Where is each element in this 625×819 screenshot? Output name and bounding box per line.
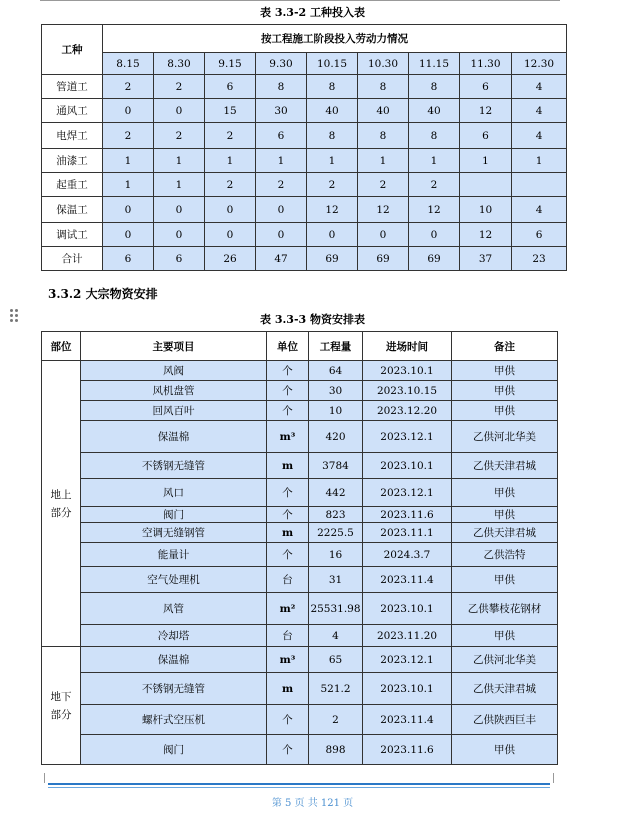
table1-cell: 6 [460,75,512,99]
table2-item: 回风百叶 [81,401,267,421]
table2-item: 冷却塔 [81,625,267,647]
table1-span-header: 按工程施工阶段投入劳动力情况 [103,25,567,53]
table2-qty: 30 [309,381,363,401]
table1-cell: 10 [460,197,512,223]
table2-item: 保温棉 [81,421,267,453]
table2-note: 乙供河北华美 [452,647,558,673]
table2-item: 风管 [81,593,267,625]
table2-qty: 25531.98 [309,593,363,625]
table2-item: 不锈钢无缝管 [81,453,267,479]
table2-unit: m³ [267,421,309,453]
table1-trade-name: 保温工 [42,197,103,223]
table1-corner-header: 工种 [42,25,103,75]
table2-date: 2023.11.20 [363,625,452,647]
table1-cell: 0 [154,197,205,223]
table2-note: 乙供天津君城 [452,673,558,705]
table2-date: 2023.12.1 [363,479,452,507]
table2-unit: 个 [267,401,309,421]
table2-note: 甲供 [452,507,558,523]
table1-cell: 0 [103,223,154,247]
table2-item: 保温棉 [81,647,267,673]
table1-cell: 1 [460,149,512,173]
table1-header-row [42,25,567,53]
table2-row [42,543,558,567]
table1-caption: 表 3.3-2 工种投入表 [259,6,365,19]
table2-item: 阀门 [81,507,267,523]
table1-cell: 6 [256,123,307,149]
table2-unit: m [267,523,309,543]
table1-cell: 2 [103,123,154,149]
table1-date-header: 8.15 [103,53,154,75]
table1-cell: 47 [256,247,307,271]
table2-date: 2023.11.6 [363,735,452,765]
table1-cell: 0 [358,223,409,247]
table2-unit: m² [267,593,309,625]
table1-cell: 69 [409,247,460,271]
table2-unit: m [267,453,309,479]
table2-unit: 台 [267,567,309,593]
table1-cell: 1 [409,149,460,173]
table1-cell: 12 [460,223,512,247]
table1-cell: 4 [512,197,567,223]
table2-qty: 4 [309,625,363,647]
table1-row [42,223,567,247]
table2-item: 不锈钢无缝管 [81,673,267,705]
table1-cell: 1 [154,173,205,197]
crop-mark-right [553,773,568,783]
table1-cell: 1 [358,149,409,173]
table1-cell: 6 [460,123,512,149]
table2-header-cell: 进场时间 [363,332,452,361]
table2-item: 风口 [81,479,267,507]
table1-cell: 2 [154,75,205,99]
table1-cell: 2 [409,173,460,197]
table2-unit: m [267,673,309,705]
table1-cell: 0 [205,223,256,247]
table1-cell: 6 [512,223,567,247]
table2-date: 2023.12.20 [363,401,452,421]
table1-cell: 30 [256,99,307,123]
table1-cell: 0 [409,223,460,247]
table2-qty: 31 [309,567,363,593]
table2-header-cell: 单位 [267,332,309,361]
table1-cell: 4 [512,99,567,123]
table1-cell: 40 [307,99,358,123]
table2-note: 甲供 [452,401,558,421]
table2-item: 螺杆式空压机 [81,705,267,735]
table1-row [42,149,567,173]
table2-note: 甲供 [452,479,558,507]
table2-header-cell: 工程量 [309,332,363,361]
table2-location: 地上部分 [42,361,81,647]
table1-cell: 69 [358,247,409,271]
table2-date: 2023.10.1 [363,673,452,705]
table1-cell: 1 [307,149,358,173]
table2-location: 地下部分 [42,647,81,765]
table2-unit: 个 [267,543,309,567]
table2-row [42,567,558,593]
table1-date-header: 9.30 [256,53,307,75]
table2-item: 阀门 [81,735,267,765]
table2-unit: 个 [267,507,309,523]
table2-qty: 420 [309,421,363,453]
table2-qty: 898 [309,735,363,765]
table2-row [42,735,558,765]
table2-date: 2023.10.15 [363,381,452,401]
table1-cell: 1 [154,149,205,173]
page-top-rule [40,0,560,1]
table1-cell: 2 [256,173,307,197]
table1-trade-name: 电焊工 [42,123,103,149]
table1-cell: 69 [307,247,358,271]
table1-trade-name: 管道工 [42,75,103,99]
table1-cell: 8 [409,123,460,149]
table2-row [42,479,558,507]
table1-trade-name: 合计 [42,247,103,271]
table2-note: 乙供浩特 [452,543,558,567]
table1-cell: 8 [358,123,409,149]
table1-cell: 37 [460,247,512,271]
table1-cell: 26 [205,247,256,271]
table1-cell: 12 [307,197,358,223]
table1-cell: 0 [307,223,358,247]
table2-row [42,421,558,453]
crop-mark-left [30,773,45,783]
table2-date: 2024.3.7 [363,543,452,567]
table2-note: 甲供 [452,381,558,401]
table2-date: 2023.10.1 [363,593,452,625]
table2-qty: 16 [309,543,363,567]
table1-cell: 8 [307,75,358,99]
page-number: 第 5 页 共 121 页 [271,798,354,809]
table1-trade-name: 通风工 [42,99,103,123]
table1-cell: 1 [512,149,567,173]
table1-cell: 15 [205,99,256,123]
table1-date-row [42,53,567,75]
table1-cell: 0 [256,197,307,223]
table1-date-header: 12.30 [512,53,567,75]
table2-unit: 个 [267,361,309,381]
table1-cell: 0 [205,197,256,223]
table2-date: 2023.10.1 [363,361,452,381]
table2-item: 空气处理机 [81,567,267,593]
table2-unit: 个 [267,479,309,507]
table1-cell: 4 [512,123,567,149]
table2-row [42,381,558,401]
table2-note: 乙供天津君城 [452,523,558,543]
table2-date: 2023.12.1 [363,647,452,673]
table1-cell: 2 [358,173,409,197]
table1-cell: 8 [256,75,307,99]
table1-cell [460,173,512,197]
table2-item: 能量计 [81,543,267,567]
table1-row [42,197,567,223]
table1-cell: 8 [307,123,358,149]
table2-qty: 2225.5 [309,523,363,543]
footer-rule [48,783,550,785]
table2-row [42,625,558,647]
table2-qty: 442 [309,479,363,507]
table1-cell: 0 [154,223,205,247]
table1-trade-name: 调试工 [42,223,103,247]
table2-header-row [42,332,558,361]
table2-note: 甲供 [452,735,558,765]
table2-item: 空调无缝钢管 [81,523,267,543]
table2-unit: m³ [267,647,309,673]
table1-cell: 1 [256,149,307,173]
table2-header-cell: 部位 [42,332,81,361]
table1-cell: 2 [205,123,256,149]
table1-cell: 1 [103,173,154,197]
table2-row [42,453,558,479]
labor-table [41,24,567,271]
table2-note: 乙供攀枝花钢材 [452,593,558,625]
table2-date: 2023.11.6 [363,507,452,523]
table1-row [42,123,567,149]
table1-date-header: 10.15 [307,53,358,75]
table2-row [42,361,558,381]
table2-date: 2023.10.1 [363,453,452,479]
table2-item: 风阀 [81,361,267,381]
table2-caption: 表 3.3-3 物资安排表 [259,313,365,326]
table1-date-header: 9.15 [205,53,256,75]
table1-cell [512,173,567,197]
table2-row [42,507,558,523]
table1-cell: 1 [103,149,154,173]
table2-unit: 台 [267,625,309,647]
table1-cell: 4 [512,75,567,99]
materials-table [41,331,558,765]
table1-row [42,173,567,197]
table1-date-header: 11.15 [409,53,460,75]
table1-row [42,75,567,99]
table1-date-header: 11.30 [460,53,512,75]
table2-row [42,401,558,421]
section-heading: 3.3.2 大宗物资安排 [48,287,158,301]
table2-unit: 个 [267,381,309,401]
table1-date-header: 10.30 [358,53,409,75]
table2-qty: 65 [309,647,363,673]
table2-row [42,673,558,705]
table1-cell: 12 [409,197,460,223]
table1-cell: 2 [205,173,256,197]
table2-date: 2023.12.1 [363,421,452,453]
table1-cell: 0 [103,99,154,123]
table2-row [42,523,558,543]
table2-header-cell: 备注 [452,332,558,361]
table2-qty: 10 [309,401,363,421]
table1-cell: 12 [358,197,409,223]
table2-unit: 个 [267,705,309,735]
table2-note: 乙供天津君城 [452,453,558,479]
table2-qty: 64 [309,361,363,381]
table2-qty: 521.2 [309,673,363,705]
table1-cell: 8 [409,75,460,99]
table1-cell: 23 [512,247,567,271]
table1-cell: 40 [409,99,460,123]
table2-qty: 3784 [309,453,363,479]
table2-note: 乙供河北华美 [452,421,558,453]
table2-note: 甲供 [452,361,558,381]
table1-cell: 12 [460,99,512,123]
table1-cell: 6 [205,75,256,99]
table1-date-header: 8.30 [154,53,205,75]
table1-cell: 2 [154,123,205,149]
table2-row [42,705,558,735]
table2-qty: 2 [309,705,363,735]
table1-cell: 0 [154,99,205,123]
table1-row [42,247,567,271]
table2-row [42,647,558,673]
table1-cell: 2 [307,173,358,197]
table1-cell: 6 [154,247,205,271]
table1-cell: 1 [205,149,256,173]
table2-header-cell: 主要项目 [81,332,267,361]
table1-row [42,99,567,123]
footer-rule-thin [48,787,550,788]
table1-cell: 8 [358,75,409,99]
table1-trade-name: 起重工 [42,173,103,197]
table2-qty: 823 [309,507,363,523]
table2-date: 2023.11.4 [363,567,452,593]
table1-cell: 2 [103,75,154,99]
table1-trade-name: 油漆工 [42,149,103,173]
table1-cell: 0 [256,223,307,247]
table2-note: 甲供 [452,567,558,593]
table2-item: 风机盘管 [81,381,267,401]
table1-cell: 40 [358,99,409,123]
table2-note: 乙供陕西巨丰 [452,705,558,735]
table2-note: 甲供 [452,625,558,647]
table2-date: 2023.11.1 [363,523,452,543]
table1-cell: 6 [103,247,154,271]
table2-date: 2023.11.4 [363,705,452,735]
table1-cell: 0 [103,197,154,223]
table2-row [42,593,558,625]
table2-unit: 个 [267,735,309,765]
